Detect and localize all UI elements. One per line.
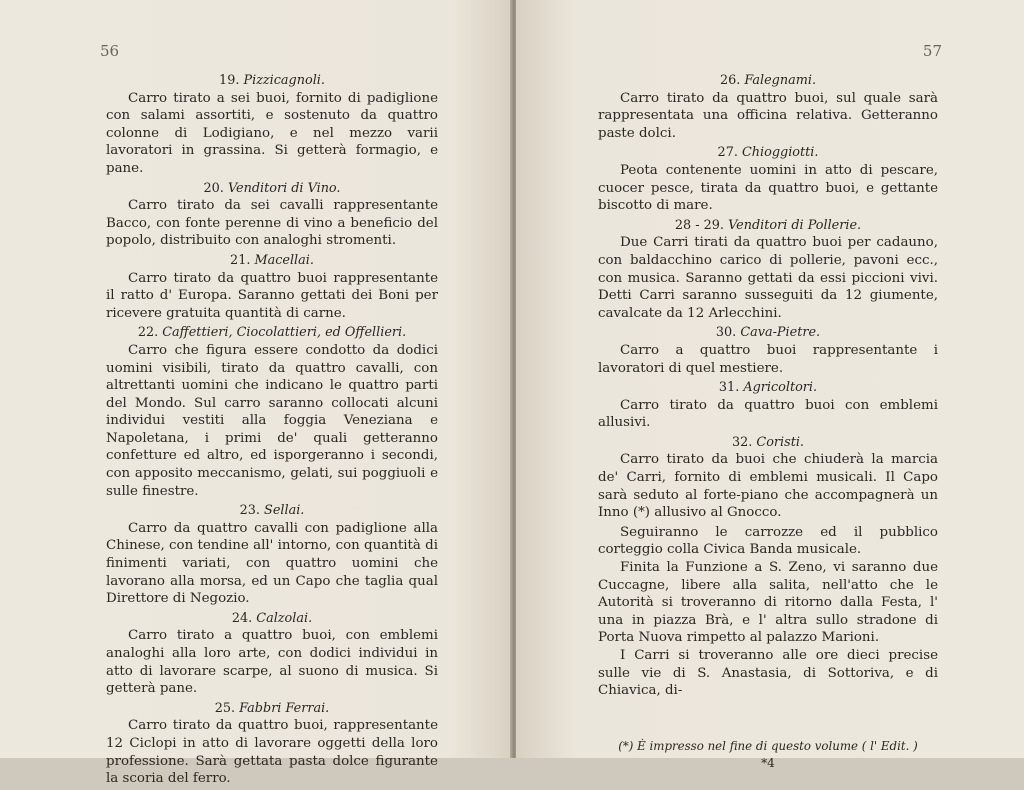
left-page [0,0,512,787]
entry-text: Carro tirato a quattro buoi, con emblemi analoghi alla loro arte, con dodici individui in atto di lavorare scarpe, al suono di musica. Si getterà pane. [106,628,438,697]
entry [598,72,938,142]
right-column [598,72,938,773]
body-paragraph: I Carri si troveranno alle ore dieci precise sulle vie di S. Anastasia, di Sottoriva, e di Chiavica, di- [598,648,938,699]
entry-text: Carro tirato da sei cavalli rappresentante Bacco, con fonte perenne di vino a beneficio del popolo, distribuito con analoghi stromenti. [106,198,438,249]
body-paragraph: Seguiranno le carrozze ed il pubblico corteggio colla Civica Banda musicale. [598,524,938,558]
left-column [106,72,438,790]
signature-mark: *4 [761,756,775,771]
entry [106,610,438,698]
entry [598,324,938,377]
entry [598,144,938,214]
entry-heading: 26. Falegnami. [719,73,817,88]
entry-heading: 19. Pizzicagnoli. [219,73,325,88]
right-page [516,0,1024,771]
entry-heading: 31. Agricoltori. [718,380,818,396]
entry-heading: 32. Coristi. [731,434,804,450]
entry-text: Carro tirato da quattro buoi rappresentante il ratto d' Europa. Saranno gettati dei Boni per ricevere gratuita quantità di carne. [106,270,438,321]
entry [598,434,938,522]
entry-heading: 23. Sellai. [239,503,305,519]
entry-heading: 27. Chioggiotti. [717,145,819,161]
entry-heading: 20. Venditori di Vino. [203,180,341,196]
entry-text: Carro tirato a sei buoi, fornito di padiglione con salami assortiti, e sostenuto da quattro colonne di Lodigiano, e nel mezzo varii lavoratori in grassina. Si getterà formagio, e pane. [106,90,438,176]
entry [106,324,438,500]
entry [106,700,438,788]
entry-heading: 22. Caffettieri, Ciocolattieri, ed Offellieri. [137,325,407,341]
entry [598,217,938,323]
entry [106,180,438,250]
entry-heading: 21. Macellai. [230,252,314,268]
entry-text: Carro tirato da quattro buoi, rappresentante 12 Ciclopi in atto di lavorare oggetti della loro professione. Sarà gettata pasta dolce figurante la scoria del ferro. [106,718,438,787]
entry-heading: 28 - 29. Venditori di Pollerie. [674,217,862,233]
entry-text: Due Carri tirati da quattro buoi per cadauno, con baldacchino carico di pollerie, pavoni ecc., con musica. Saranno gettati da essi piccioni vivi. Detti Carri saranno susseguiti da 12 giumente, cavalcate da 12 Arlecchini. [598,235,938,321]
body-paragraph: Finita la Funzione a S. Zeno, vi saranno due Cuccagne, libere alla salita, nell'atto che le Autorità si troveranno di ritorno dalla Festa, l' una in piazza Brà, e l' altra sullo stradone di Porta Nuova rimpetto al palazzo Marioni. [598,560,938,646]
entry-text: Carro tirato da quattro buoi con emblemi allusivi. [598,397,938,431]
entry-text: Carro che figura essere condotto da dodici uomini visibili, tirato da quattro cavalli, con altrettanti uomini che indicano le quattro parti del Mondo. Sul carro saranno collocati alcuni individui vestiti alla foggia Veneziana e Napoletana, i primi de' quali getteranno confetture ed altro, ed isporgeranno i secondi, con apposito meccanismo, gelati, sui poggiuoli e sulle finestre. [106,342,438,499]
entry-text: Peota contenente uomini in atto di pescare, cuocer pesce, tirata da quattro buoi, e gettante biscotto di mare. [598,162,938,214]
entry [106,252,438,322]
page-number-left: 56 [100,42,120,60]
entry [106,72,438,178]
entry-text: Carro a quattro buoi rappresentante i lavoratori di quel mestiere. [598,342,938,376]
footnote: (*) È impresso nel fine di questo volume ( l' Edit. ) [618,738,918,753]
entry-text: Carro tirato da quattro buoi, sul quale sarà rappresentata una officina relativa. Getteranno paste dolci. [598,90,938,141]
entry-heading: 30. Cava-Pietre. [715,325,821,341]
entry-heading: 24. Calzolai. [231,610,313,626]
entry [106,502,438,608]
entry [598,379,938,432]
entry-text: Carro da quattro cavalli con padiglione alla Chinese, con tendine all' intorno, con quantità di finimenti variati, con quattro uomini che lavorano alla morsa, ed un Capo che taglia qual Direttore di Negozio. [106,520,438,607]
entry-text: Carro tirato da buoi che chiuderà la marcia de' Carri, fornito di emblemi musicali. Il Capo sarà seduto al forte-piano che accompagnerà un Inno (*) allusivo al Gnocco. [598,452,938,521]
page-number-right: 57 [922,42,942,60]
entry-heading: 25. Fabbri Ferrai. [214,700,330,716]
